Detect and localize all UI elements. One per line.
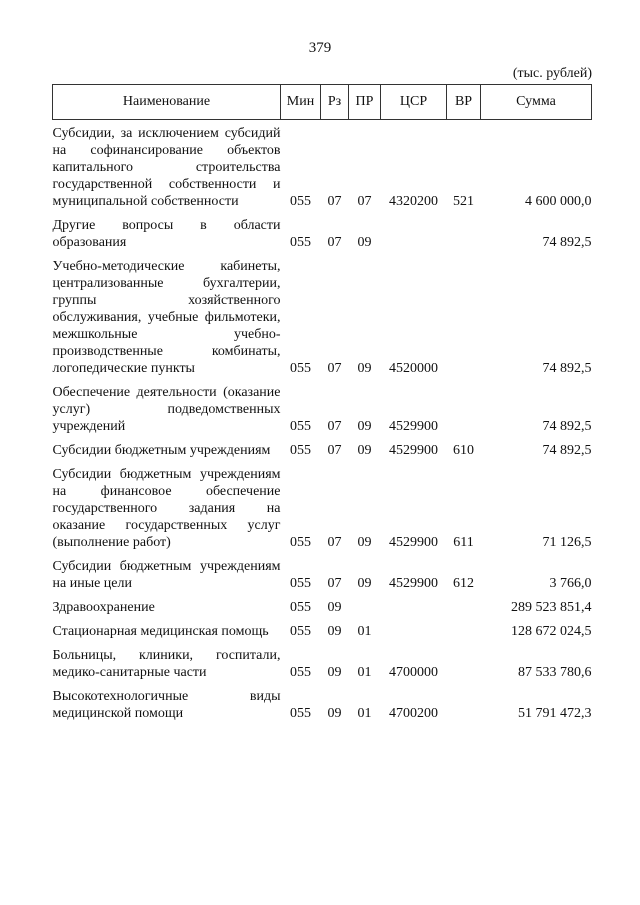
cell-name: Здравоохранение bbox=[52, 600, 155, 615]
cell-sum: 71 126,5 bbox=[542, 535, 592, 550]
cell-sum: 74 892,5 bbox=[542, 419, 592, 434]
cell-rz: 07 bbox=[327, 535, 342, 550]
cell-csr: 4700200 bbox=[389, 706, 438, 721]
table-row bbox=[53, 642, 592, 683]
cell-sum: 74 892,5 bbox=[542, 443, 592, 458]
cell-rz: 07 bbox=[327, 361, 342, 376]
cell-csr bbox=[381, 618, 447, 642]
cell-vr: 612 bbox=[453, 576, 474, 591]
cell-csr: 4529900 bbox=[389, 443, 438, 458]
table-row bbox=[53, 618, 592, 642]
column-header-min: Мин bbox=[281, 85, 321, 120]
cell-name: Субсидии бюджетным учреждениям на иные цели bbox=[52, 559, 281, 591]
cell-pr: 09 bbox=[357, 535, 372, 550]
cell-rz: 07 bbox=[327, 235, 342, 250]
cell-csr: 4520000 bbox=[389, 361, 438, 376]
cell-pr: 01 bbox=[357, 624, 372, 639]
cell-vr bbox=[447, 212, 481, 253]
cell-pr: 01 bbox=[357, 706, 372, 721]
cell-pr: 09 bbox=[357, 443, 372, 458]
column-header-rz: Рз bbox=[321, 85, 349, 120]
table-row bbox=[53, 379, 592, 437]
cell-min: 055 bbox=[290, 443, 311, 458]
table-row bbox=[53, 212, 592, 253]
cell-min: 055 bbox=[290, 235, 311, 250]
cell-name: Стационарная медицинская помощь bbox=[52, 624, 269, 639]
cell-rz: 07 bbox=[327, 194, 342, 209]
cell-rz: 07 bbox=[327, 576, 342, 591]
cell-min: 055 bbox=[290, 535, 311, 550]
cell-pr bbox=[349, 594, 381, 618]
cell-min: 055 bbox=[290, 194, 311, 209]
column-header-sum: Сумма bbox=[481, 85, 592, 120]
cell-csr: 4529900 bbox=[389, 535, 438, 550]
cell-sum: 87 533 780,6 bbox=[518, 665, 592, 680]
cell-min: 055 bbox=[290, 600, 311, 615]
cell-name: Высокотехнологичные виды медицинской помощи bbox=[52, 689, 281, 721]
cell-name: Субсидии, за исключением субсидий на софинансирование объектов капитального строительства государственной собственности и муниципальной собственности bbox=[52, 126, 281, 209]
cell-min: 055 bbox=[290, 361, 311, 376]
cell-min: 055 bbox=[290, 624, 311, 639]
cell-csr: 4320200 bbox=[389, 194, 438, 209]
cell-csr bbox=[381, 594, 447, 618]
table-row bbox=[53, 553, 592, 594]
cell-csr: 4700000 bbox=[389, 665, 438, 680]
cell-csr bbox=[381, 212, 447, 253]
cell-sum: 128 672 024,5 bbox=[511, 624, 592, 639]
cell-name: Субсидии бюджетным учреждениям на финансовое обеспечение государственного задания на оказание государственных услуг (выполнение работ) bbox=[52, 467, 281, 550]
cell-vr bbox=[447, 683, 481, 724]
cell-sum: 74 892,5 bbox=[542, 361, 592, 376]
table-row bbox=[53, 120, 592, 213]
cell-csr: 4529900 bbox=[389, 576, 438, 591]
cell-sum: 74 892,5 bbox=[542, 235, 592, 250]
cell-vr: 521 bbox=[453, 194, 474, 209]
cell-rz: 09 bbox=[327, 624, 342, 639]
table-row bbox=[53, 461, 592, 553]
cell-vr bbox=[447, 253, 481, 379]
table-header-row bbox=[53, 85, 592, 120]
cell-vr bbox=[447, 379, 481, 437]
cell-pr: 09 bbox=[357, 419, 372, 434]
cell-sum: 3 766,0 bbox=[549, 576, 592, 591]
units-note: (тыс. рублей) bbox=[512, 66, 592, 81]
cell-min: 055 bbox=[290, 706, 311, 721]
cell-min: 055 bbox=[290, 576, 311, 591]
cell-rz: 09 bbox=[327, 600, 342, 615]
cell-name: Больницы, клиники, госпитали, медико-санитарные части bbox=[52, 648, 281, 680]
cell-name: Обеспечение деятельности (оказание услуг) подведомственных учреждений bbox=[52, 385, 281, 434]
cell-pr: 09 bbox=[357, 235, 372, 250]
cell-min: 055 bbox=[290, 665, 311, 680]
cell-min: 055 bbox=[290, 419, 311, 434]
cell-name: Субсидии бюджетным учреждениям bbox=[52, 443, 271, 458]
table-body bbox=[53, 120, 592, 725]
cell-vr bbox=[447, 594, 481, 618]
cell-pr: 07 bbox=[357, 194, 372, 209]
column-header-csr: ЦСР bbox=[381, 85, 447, 120]
cell-name: Другие вопросы в области образования bbox=[52, 218, 281, 250]
cell-rz: 09 bbox=[327, 706, 342, 721]
cell-sum: 289 523 851,4 bbox=[511, 600, 592, 615]
column-header-vr: ВР bbox=[447, 85, 481, 120]
cell-pr: 09 bbox=[357, 361, 372, 376]
budget-table bbox=[52, 84, 592, 724]
cell-rz: 07 bbox=[327, 419, 342, 434]
cell-sum: 51 791 472,3 bbox=[518, 706, 592, 721]
column-header-name: Наименование bbox=[53, 85, 281, 120]
table-row bbox=[53, 437, 592, 461]
cell-vr: 610 bbox=[453, 443, 474, 458]
table-row bbox=[53, 594, 592, 618]
page-number: 379 bbox=[308, 40, 332, 56]
cell-rz: 07 bbox=[327, 443, 342, 458]
cell-csr: 4529900 bbox=[389, 419, 438, 434]
cell-vr: 611 bbox=[453, 535, 474, 550]
cell-rz: 09 bbox=[327, 665, 342, 680]
cell-pr: 01 bbox=[357, 665, 372, 680]
cell-sum: 4 600 000,0 bbox=[525, 194, 592, 209]
table-row bbox=[53, 253, 592, 379]
table-row bbox=[53, 683, 592, 724]
cell-name: Учебно-методические кабинеты, централизованные бухгалтерии, группы хозяйственного обслуживания, учебные фильмотеки, межшкольные учебно-производственные комбинаты, логопедические пункты bbox=[52, 259, 281, 376]
cell-pr: 09 bbox=[357, 576, 372, 591]
cell-vr bbox=[447, 642, 481, 683]
cell-vr bbox=[447, 618, 481, 642]
column-header-pr: ПР bbox=[349, 85, 381, 120]
